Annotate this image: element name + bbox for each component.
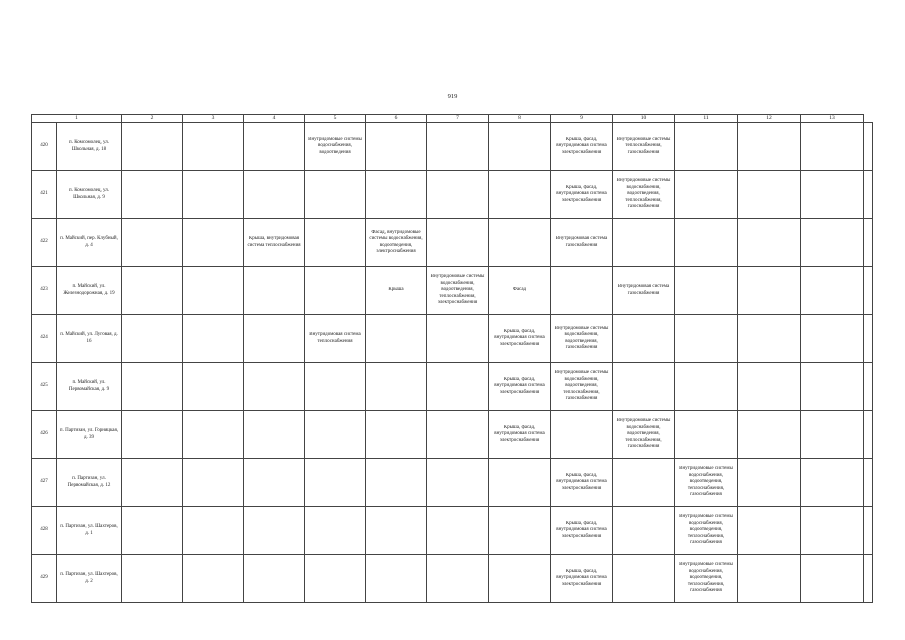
row-number: 425 [32, 363, 57, 411]
row-number: 422 [32, 219, 57, 267]
work-cell-text: Внутридомовые системы водоснабжения, водоотведения, теплоснабжения, электроснабжения [430, 274, 485, 306]
column-header-2: 2 [122, 115, 183, 123]
work-cell-col-3 [183, 411, 244, 459]
work-cell-col-8 [489, 219, 551, 267]
address-cell: п. Партизан, ул. Шахтеров, д. 2 [57, 555, 122, 603]
address-cell: п. Майский, ул. Первомайская, д. 9 [57, 363, 122, 411]
work-cell-col-11 [675, 363, 738, 411]
work-cell-col-7 [427, 267, 489, 315]
work-cell-col-6 [366, 459, 427, 507]
row-number: 423 [32, 267, 57, 315]
work-cell-col-11 [675, 315, 738, 363]
work-cell-col-2 [122, 171, 183, 219]
work-cell-col-7 [427, 411, 489, 459]
work-cell-col-2 [122, 219, 183, 267]
work-cell-col-10 [613, 171, 675, 219]
work-cell-col-4 [244, 507, 305, 555]
work-cell-col-14 [864, 555, 873, 603]
work-cell-col-4 [244, 267, 305, 315]
work-cell-col-4 [244, 219, 305, 267]
work-cell-col-5 [305, 123, 366, 171]
work-cell-col-3 [183, 507, 244, 555]
column-header-9: 9 [551, 115, 613, 123]
table-row [32, 315, 873, 363]
work-cell-col-8 [489, 171, 551, 219]
column-header-12: 12 [738, 115, 801, 123]
work-cell-col-7 [427, 459, 489, 507]
work-cell-col-14 [864, 123, 873, 171]
work-cell-col-9 [551, 411, 613, 459]
work-cell-col-5 [305, 507, 366, 555]
work-cell-col-6 [366, 219, 427, 267]
capital-repair-table [31, 114, 873, 603]
row-number: 427 [32, 459, 57, 507]
address-cell: п. Комсомолец, ул. Школьная, д. 9 [57, 171, 122, 219]
row-number: 429 [32, 555, 57, 603]
work-cell-col-14 [864, 219, 873, 267]
work-cell-col-14 [864, 363, 873, 411]
work-cell-text: Крыша, фасад, внутридомовая система электроснабжения [556, 568, 607, 587]
table-row [32, 507, 873, 555]
work-cell-text: Внутридомовые системы теплоснабжения, газоснабжения [616, 136, 671, 155]
work-cell-col-4 [244, 363, 305, 411]
address-cell: п. Партизан, ул. Шахтеров, д. 1 [57, 507, 122, 555]
work-cell-col-5 [305, 363, 366, 411]
work-cell-col-9 [551, 315, 613, 363]
work-cell-col-6 [366, 315, 427, 363]
work-cell-text: Внутридомовая система газоснабжения [555, 236, 608, 248]
table-header-row [32, 115, 873, 123]
work-cell-col-11 [675, 123, 738, 171]
address-cell: п. Майский, пер. Клубный, д. 4 [57, 219, 122, 267]
work-cell-col-5 [305, 459, 366, 507]
work-cell-text: Крыша, фасад, внутридомовая система электроснабжения [556, 136, 607, 155]
table-body [32, 123, 873, 603]
work-cell-text: Крыша, фасад, внутридомовая система электроснабжения [556, 184, 607, 203]
work-cell-col-12 [738, 219, 801, 267]
work-cell-col-4 [244, 459, 305, 507]
work-cell-col-6 [366, 555, 427, 603]
work-cell-col-14 [864, 315, 873, 363]
work-cell-col-2 [122, 363, 183, 411]
work-cell-col-7 [427, 363, 489, 411]
work-cell-col-8 [489, 411, 551, 459]
work-cell-text: Внутридомовые системы водоснабжения, водоотведения, теплоснабжения, газоснабжения [554, 370, 609, 402]
work-cell-col-2 [122, 267, 183, 315]
row-number: 420 [32, 123, 57, 171]
work-cell-col-12 [738, 123, 801, 171]
work-cell-text: Крыша [388, 287, 404, 293]
work-cell-col-10 [613, 507, 675, 555]
work-cell-col-7 [427, 171, 489, 219]
work-cell-col-13 [801, 459, 864, 507]
work-cell-col-13 [801, 219, 864, 267]
work-cell-col-11 [675, 555, 738, 603]
column-header-11: 11 [675, 115, 738, 123]
work-cell-col-6 [366, 507, 427, 555]
work-cell-col-7 [427, 507, 489, 555]
work-cell-col-4 [244, 171, 305, 219]
work-cell-col-6 [366, 363, 427, 411]
work-cell-col-10 [613, 219, 675, 267]
table-row [32, 363, 873, 411]
address-cell: п. Майский, ул. Луговая, д. 16 [57, 315, 122, 363]
work-cell-col-11 [675, 411, 738, 459]
work-cell-col-13 [801, 171, 864, 219]
work-cell-col-13 [801, 411, 864, 459]
work-cell-col-14 [864, 171, 873, 219]
work-cell-text: Фасад, внутридомовые системы водоснабжения, водоотведения, электроснабжения [369, 229, 423, 255]
work-cell-col-4 [244, 555, 305, 603]
work-cell-text: Внутридомовые системы водоснабжения, водоотведения, теплоснабжения, газоснабжения [616, 178, 671, 210]
work-cell-col-10 [613, 363, 675, 411]
work-cell-text: Фасад [512, 287, 527, 293]
work-cell-col-7 [427, 123, 489, 171]
work-cell-col-10 [613, 315, 675, 363]
work-cell-col-4 [244, 411, 305, 459]
column-header-8: 8 [489, 115, 551, 123]
work-cell-col-12 [738, 411, 801, 459]
work-cell-col-13 [801, 315, 864, 363]
work-cell-text: Внутридомовые системы водоснабжения, водоотведения, теплоснабжения, газоснабжения [679, 466, 733, 498]
work-cell-col-7 [427, 315, 489, 363]
page-number: 919 [447, 93, 458, 100]
work-cell-col-2 [122, 459, 183, 507]
work-cell-col-8 [489, 315, 551, 363]
column-header-10: 10 [613, 115, 675, 123]
work-cell-col-12 [738, 363, 801, 411]
work-cell-col-4 [244, 123, 305, 171]
work-cell-col-11 [675, 459, 738, 507]
work-cell-col-8 [489, 267, 551, 315]
work-cell-col-2 [122, 507, 183, 555]
work-cell-col-14 [864, 411, 873, 459]
work-cell-col-3 [183, 219, 244, 267]
work-cell-col-9 [551, 267, 613, 315]
work-cell-col-5 [305, 411, 366, 459]
work-cell-col-3 [183, 123, 244, 171]
work-cell-text: Крыша, фасад, внутридомовая система электроснабжения [494, 328, 545, 347]
work-cell-col-3 [183, 459, 244, 507]
work-cell-col-10 [613, 555, 675, 603]
work-cell-text: Внутридомовая система газоснабжения [617, 284, 670, 296]
work-cell-col-11 [675, 507, 738, 555]
work-cell-col-8 [489, 507, 551, 555]
work-cell-col-3 [183, 267, 244, 315]
work-cell-col-6 [366, 411, 427, 459]
work-cell-col-11 [675, 171, 738, 219]
work-cell-col-4 [244, 315, 305, 363]
work-cell-col-2 [122, 123, 183, 171]
work-cell-col-7 [427, 555, 489, 603]
work-cell-col-13 [801, 555, 864, 603]
column-header-1: 1 [32, 115, 122, 123]
row-number: 421 [32, 171, 57, 219]
work-cell-col-5 [305, 219, 366, 267]
work-cell-col-3 [183, 315, 244, 363]
column-header-3: 3 [183, 115, 244, 123]
work-cell-col-5 [305, 171, 366, 219]
work-cell-col-13 [801, 507, 864, 555]
table-row [32, 219, 873, 267]
work-cell-col-9 [551, 507, 613, 555]
work-cell-col-11 [675, 267, 738, 315]
work-cell-col-5 [305, 267, 366, 315]
work-cell-col-10 [613, 123, 675, 171]
work-cell-col-5 [305, 315, 366, 363]
table-row [32, 411, 873, 459]
work-cell-text: Крыша, внутридомовая система теплоснабжения [247, 236, 301, 248]
work-cell-col-10 [613, 459, 675, 507]
table-row [32, 555, 873, 603]
work-cell-col-12 [738, 555, 801, 603]
work-cell-text: Внутридомовая система теплоснабжения [309, 332, 361, 344]
work-cell-col-10 [613, 267, 675, 315]
row-number: 424 [32, 315, 57, 363]
work-cell-col-14 [864, 507, 873, 555]
work-cell-col-2 [122, 555, 183, 603]
work-cell-text: Внутридомовые системы водоснабжения, водоотведения [308, 136, 362, 155]
work-cell-col-3 [183, 171, 244, 219]
work-cell-text: Внутридомовые системы водоснабжения, водоотведения, теплоснабжения, газоснабжения [679, 562, 733, 594]
table-row [32, 123, 873, 171]
work-cell-col-9 [551, 219, 613, 267]
work-cell-col-9 [551, 555, 613, 603]
address-cell: п. Партизан, ул. Первомайская, д. 12 [57, 459, 122, 507]
address-cell: п. Партизан, ул. Горняцкая, д. 39 [57, 411, 122, 459]
work-cell-col-2 [122, 411, 183, 459]
work-cell-col-6 [366, 267, 427, 315]
work-cell-text: Внутридомовые системы водоснабжения, водоотведения, теплоснабжения, газоснабжения [679, 514, 733, 546]
address-cell: п. Майский, ул. Железнодорожная, д. 19 [57, 267, 122, 315]
work-cell-col-8 [489, 555, 551, 603]
work-cell-col-7 [427, 219, 489, 267]
work-cell-text: Крыша, фасад, внутридомовая система электроснабжения [556, 472, 607, 491]
row-number: 426 [32, 411, 57, 459]
work-cell-col-9 [551, 459, 613, 507]
table-row [32, 267, 873, 315]
work-cell-col-13 [801, 123, 864, 171]
work-cell-col-14 [864, 267, 873, 315]
work-cell-text: Крыша, фасад, внутридомовая система электроснабжения [494, 376, 545, 395]
work-cell-col-9 [551, 171, 613, 219]
work-cell-col-6 [366, 171, 427, 219]
work-cell-col-13 [801, 363, 864, 411]
table-row [32, 171, 873, 219]
work-cell-col-3 [183, 363, 244, 411]
column-header-5: 5 [305, 115, 366, 123]
work-cell-col-12 [738, 507, 801, 555]
column-header-13: 13 [801, 115, 864, 123]
work-cell-col-8 [489, 123, 551, 171]
work-cell-text: Крыша, фасад, внутридомовая система электроснабжения [494, 424, 545, 443]
column-header-7: 7 [427, 115, 489, 123]
work-cell-col-10 [613, 411, 675, 459]
work-cell-col-13 [801, 267, 864, 315]
work-cell-text: Внутридомовые системы водоснабжения, водоотведения, теплоснабжения, газоснабжения [616, 418, 671, 450]
work-cell-col-12 [738, 315, 801, 363]
work-cell-col-12 [738, 171, 801, 219]
work-cell-text: Крыша, фасад, внутридомовая система электроснабжения [556, 520, 607, 539]
table-row [32, 459, 873, 507]
work-cell-col-5 [305, 555, 366, 603]
row-number: 428 [32, 507, 57, 555]
work-cell-col-11 [675, 219, 738, 267]
work-cell-col-8 [489, 459, 551, 507]
work-cell-col-9 [551, 123, 613, 171]
address-cell: п. Комсомолец, ул. Школьная, д. 18 [57, 123, 122, 171]
work-cell-col-6 [366, 123, 427, 171]
work-cell-col-9 [551, 363, 613, 411]
work-cell-col-8 [489, 363, 551, 411]
work-cell-col-14 [864, 459, 873, 507]
work-cell-col-12 [738, 267, 801, 315]
work-cell-col-2 [122, 315, 183, 363]
work-cell-text: Внутридомовые системы водоснабжения, водоотведения, газоснабжения [554, 325, 609, 351]
column-header-6: 6 [366, 115, 427, 123]
work-cell-col-3 [183, 555, 244, 603]
column-header-4: 4 [244, 115, 305, 123]
work-cell-col-12 [738, 459, 801, 507]
